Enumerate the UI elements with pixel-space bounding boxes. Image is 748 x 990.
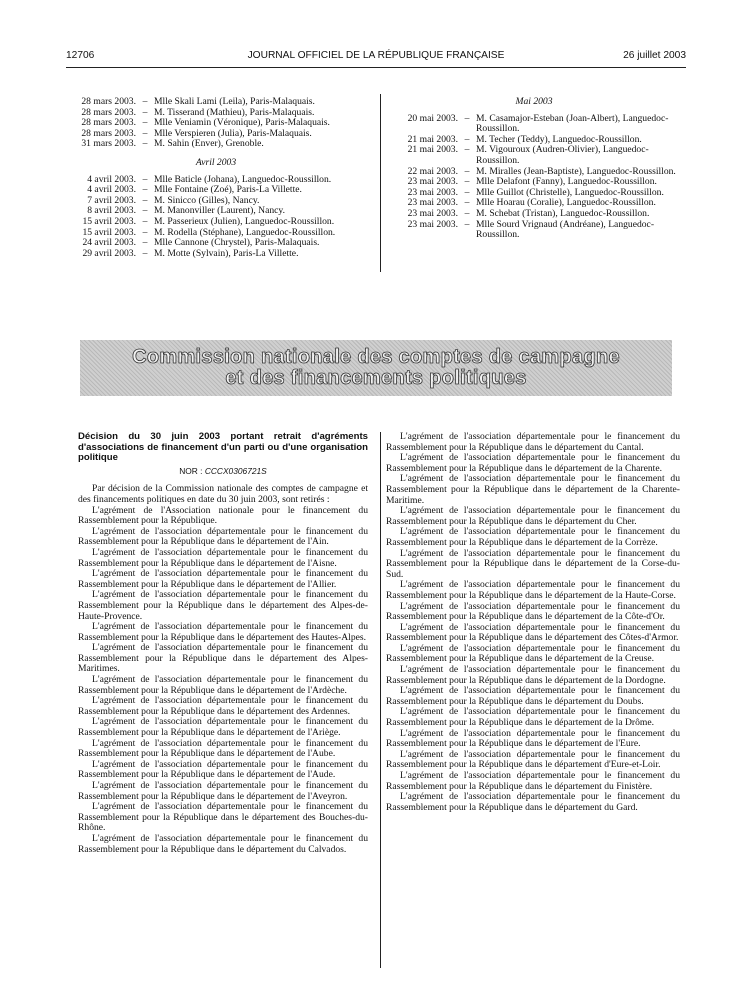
entry-dash: –: [464, 133, 470, 145]
entry-date: 4 avril 2003.: [87, 173, 136, 185]
entry-date: 23 mai 2003.: [407, 207, 458, 219]
entry-text: M. Techer (Teddy), Languedoc-Roussillon.: [476, 133, 642, 145]
entry-date: 28 mars 2003.: [81, 127, 136, 139]
decision-right-column: [386, 432, 680, 813]
decision-paragraph: L'agrément de l'association départementale pour le financement du Rassemblement pour la République dans le département des Alpes-de-Haute-Provence.: [78, 589, 368, 622]
mai-list: [388, 114, 680, 241]
issue-date: 26 juillet 2003: [623, 50, 686, 61]
entry-dash: –: [464, 176, 470, 188]
entry-date: 28 mars 2003.: [81, 106, 136, 118]
entry-date: 29 avril 2003.: [82, 247, 136, 259]
entry-dash: –: [142, 237, 148, 249]
decision-paragraph: L'agrément de l'association départementale pour le financement du Rassemblement pour la République dans le département du Cher.: [386, 505, 680, 527]
decision-paragraph: L'agrément de l'association départementale pour le financement du Rassemblement pour la République dans le département de la Charente-Maritime.: [386, 473, 680, 506]
entry-dash: –: [142, 226, 148, 238]
entry-text: M. Miralles (Jean-Baptiste), Languedoc-Roussillon.: [476, 165, 676, 177]
entry-text: Mlle Skali Lami (Leila), Paris-Malaquais.: [154, 96, 315, 107]
decision-paragraph: L'agrément de l'association départementale pour le financement du Rassemblement pour la République dans le département du Calvados.: [78, 832, 368, 855]
left-paragraphs: [78, 506, 368, 856]
right-paragraphs: [386, 432, 680, 813]
entry-text: M. Vigouroux (Audren-Olivier), Languedoc-Roussillon.: [476, 144, 649, 166]
list-entry: [388, 114, 680, 135]
entry-text: Mlle Baticle (Johana), Languedoc-Roussillon.: [154, 173, 332, 185]
entry-dash: –: [142, 194, 148, 206]
entry-date: 21 mai 2003.: [407, 133, 458, 145]
decision-paragraph: L'agrément de l'association départementale pour le financement du Rassemblement pour la République dans le département de la Côte-d'Or.: [386, 600, 680, 623]
body-column-divider: [380, 432, 381, 968]
entry-dash: –: [142, 247, 148, 259]
decision-paragraph: L'agrément de l'association départementale pour le financement du Rassemblement pour la République dans le département des Alpes-Maritimes.: [78, 642, 368, 675]
avril-list: [66, 175, 366, 260]
decision-paragraph: L'agrément de l'association départementale pour le financement du Rassemblement pour la République dans le département de la Corse-du-Sud.: [386, 547, 680, 580]
entry-text: Mlle Veniamin (Véronique), Paris-Malaquais.: [154, 117, 330, 129]
entry-date: 23 mai 2003.: [407, 218, 458, 230]
entry-dash: –: [142, 127, 148, 139]
entry-dash: –: [464, 112, 470, 124]
decision-paragraph: L'agrément de l'association départementale pour le financement du Rassemblement pour la République dans le département de l'Aude.: [78, 758, 368, 781]
entry-date: 24 avril 2003.: [82, 237, 136, 249]
decision-paragraph: L'agrément de l'association départementale pour le financement du Rassemblement pour la République dans le département de la Dordogne.: [386, 664, 680, 686]
decision-intro: Par décision de la Commission nationale des comptes de campagne et des financements politiques en date du 30 juin 2003, sont retirés :: [78, 483, 368, 505]
entry-date: 8 avril 2003.: [87, 205, 136, 217]
banner-line-2: et des financements politiques: [225, 367, 527, 389]
decision-paragraph: L'agrément de l'association départementale pour le financement du Rassemblement pour la République dans le département de l'Aube.: [78, 737, 368, 760]
entry-text: M. Schebat (Tristan), Languedoc-Roussillon.: [476, 207, 650, 219]
entry-date: 15 avril 2003.: [82, 226, 136, 238]
list-left: [66, 97, 366, 259]
entry-dash: –: [142, 96, 148, 107]
entry-date: 23 mai 2003.: [407, 176, 458, 188]
decision-paragraph: L'agrément de l'association départementale pour le financement du Rassemblement pour la République dans le département des Côtes-d'Armor.: [386, 621, 680, 644]
nor-label: NOR :: [179, 465, 203, 476]
entry-dash: –: [142, 184, 148, 196]
decision-paragraph: L'agrément de l'association départementale pour le financement du Rassemblement pour la République dans le département de l'Eure.: [386, 727, 680, 750]
entry-date: 7 avril 2003.: [87, 194, 136, 206]
entry-dash: –: [142, 117, 148, 129]
list-entry: [66, 217, 366, 228]
page-header: [66, 50, 686, 66]
decision-paragraph: L'agrément de l'association départementale pour le financement du Rassemblement pour la République dans le département des Bouches-du-Rhône.: [78, 801, 368, 834]
header-rule: [66, 67, 686, 68]
decision-paragraph: L'agrément de l'association départementale pour le financement du Rassemblement pour la République dans le département du Gard.: [386, 791, 680, 813]
entry-date: 31 mars 2003.: [81, 138, 136, 150]
decision-paragraph: L'agrément de l'association départementale pour le financement du Rassemblement pour la République dans le département du Cantal.: [386, 431, 680, 453]
decision-paragraph: L'agrément de l'Association nationale pour le financement du Rassemblement pour la République.: [78, 504, 368, 527]
decision-paragraph: L'agrément de l'association départementale pour le financement du Rassemblement pour la République dans le département des Ardennes.: [78, 695, 368, 717]
decision-paragraph: L'agrément de l'association départementale pour le financement du Rassemblement pour la République dans le département de l'Ardèche.: [78, 674, 368, 696]
entry-date: 28 mars 2003.: [81, 117, 136, 129]
entry-text: M. Sahin (Enver), Grenoble.: [154, 138, 264, 150]
mars-list: [66, 97, 366, 150]
nor-reference: [78, 466, 368, 477]
decision-title: Décision du 30 juin 2003 portant retrait d'agréments d'associations de financement d'un parti ou d'une organisation politique: [78, 431, 368, 464]
entry-text: Mlle Delafont (Fanny), Languedoc-Roussillon.: [476, 176, 657, 188]
entry-text: M. Motte (Sylvain), Paris-La Villette.: [154, 247, 299, 259]
page-number: 12706: [66, 50, 95, 61]
entry-date: 23 mai 2003.: [407, 186, 458, 198]
entry-dash: –: [142, 205, 148, 217]
decision-left-column: [78, 432, 368, 855]
month-heading-mai: Mai 2003: [515, 96, 553, 107]
entry-text: Mlle Fontaine (Zoé), Paris-La Villette.: [154, 184, 302, 196]
decision-paragraph: L'agrément de l'association départementale pour le financement du Rassemblement pour la République dans le département des Hautes-Alpes.: [78, 621, 368, 643]
decision-paragraph: L'agrément de l'association départementale pour le financement du Rassemblement pour la République dans le département de la Drôme.: [386, 706, 680, 729]
list-right: [388, 97, 680, 241]
entry-dash: –: [464, 186, 470, 198]
entry-dash: –: [464, 144, 470, 156]
decision-paragraph: L'agrément de l'association départementale pour le financement du Rassemblement pour la République dans le département d'Eure-et-Loir.: [386, 748, 680, 771]
section-banner: [80, 340, 672, 396]
entry-text: Mlle Cannone (Chrystel), Paris-Malaquais.: [154, 237, 320, 249]
decision-paragraph: L'agrément de l'association départementale pour le financement du Rassemblement pour la République dans le département de l'Aveyron.: [78, 780, 368, 802]
entry-dash: –: [464, 207, 470, 219]
entry-dash: –: [142, 173, 148, 185]
entry-dash: –: [464, 197, 470, 209]
entry-date: 15 avril 2003.: [82, 215, 136, 227]
column-divider: [380, 94, 381, 272]
decision-paragraph: L'agrément de l'association départementale pour le financement du Rassemblement pour la République dans le département du Finistère.: [386, 770, 680, 792]
entry-date: 22 mai 2003.: [407, 165, 458, 177]
list-entry: [66, 97, 366, 108]
decision-paragraph: L'agrément de l'association départementale pour le financement du Rassemblement pour la République dans le département de l'Aisne.: [78, 546, 368, 569]
banner-line-1: Commission nationale des comptes de campagne: [132, 346, 620, 368]
decision-paragraph: L'agrément de l'association départementale pour le financement du Rassemblement pour la République dans le département de la Corrèze.: [386, 526, 680, 548]
entry-text: Mlle Guillot (Christelle), Languedoc-Roussillon.: [476, 186, 664, 198]
nor-code: CCCX0306721S: [204, 465, 267, 476]
entry-text: M. Tisserand (Mathieu), Paris-Malaquais.: [154, 106, 315, 118]
list-entry: [388, 209, 680, 220]
entry-dash: –: [464, 218, 470, 230]
entry-text: M. Manonviller (Laurent), Nancy.: [154, 205, 285, 217]
list-entry: [388, 220, 680, 241]
entry-text: Mlle Verspieren (Julia), Paris-Malaquais.: [154, 127, 312, 139]
entry-dash: –: [142, 106, 148, 118]
entry-text: Mlle Sourd Vrignaud (Andréane), Languedoc-Roussillon.: [476, 218, 655, 241]
entry-date: 21 mai 2003.: [407, 144, 458, 156]
entry-text: M. Casamajor-Esteban (Joan-Albert), Languedoc-Roussillon.: [476, 112, 669, 135]
decision-paragraph: L'agrément de l'association départementale pour le financement du Rassemblement pour la République dans le département de l'Allier.: [78, 568, 368, 590]
entry-date: 28 mars 2003.: [81, 96, 136, 107]
entry-text: M. Rodella (Stéphane), Languedoc-Roussillon.: [154, 226, 336, 238]
entry-dash: –: [464, 165, 470, 177]
decision-paragraph: L'agrément de l'association départementale pour le financement du Rassemblement pour la République dans le département de la Charente.: [386, 452, 680, 474]
month-heading-avril: Avril 2003: [195, 156, 237, 168]
entry-text: M. Passerieux (Julien), Languedoc-Roussillon.: [154, 215, 335, 227]
journal-title: JOURNAL OFFICIEL DE LA RÉPUBLIQUE FRANÇAISE: [247, 50, 505, 61]
entry-date: 20 mai 2003.: [407, 112, 458, 124]
entry-text: M. Sinicco (Gilles), Nancy.: [154, 194, 260, 206]
entry-dash: –: [142, 138, 148, 150]
list-entry: [388, 145, 680, 166]
entry-date: 4 avril 2003.: [87, 184, 136, 196]
list-entry: [66, 249, 366, 260]
decision-paragraph: L'agrément de l'association départementale pour le financement du Rassemblement pour la République dans le département du Doubs.: [386, 685, 680, 707]
entry-text: Mlle Hoarau (Coralie), Languedoc-Roussillon.: [476, 197, 656, 209]
entry-date: 23 mai 2003.: [407, 197, 458, 209]
decision-paragraph: L'agrément de l'association départementale pour le financement du Rassemblement pour la République dans le département de l'Ain.: [78, 525, 368, 548]
list-entry: [66, 139, 366, 150]
decision-paragraph: L'agrément de l'association départementale pour le financement du Rassemblement pour la République dans le département de l'Ariège.: [78, 716, 368, 739]
entry-dash: –: [142, 215, 148, 227]
decision-paragraph: L'agrément de l'association départementale pour le financement du Rassemblement pour la République dans le département de la Creuse.: [386, 642, 680, 665]
decision-paragraph: L'agrément de l'association départementale pour le financement du Rassemblement pour la République dans le département de la Haute-Corse.: [386, 579, 680, 601]
